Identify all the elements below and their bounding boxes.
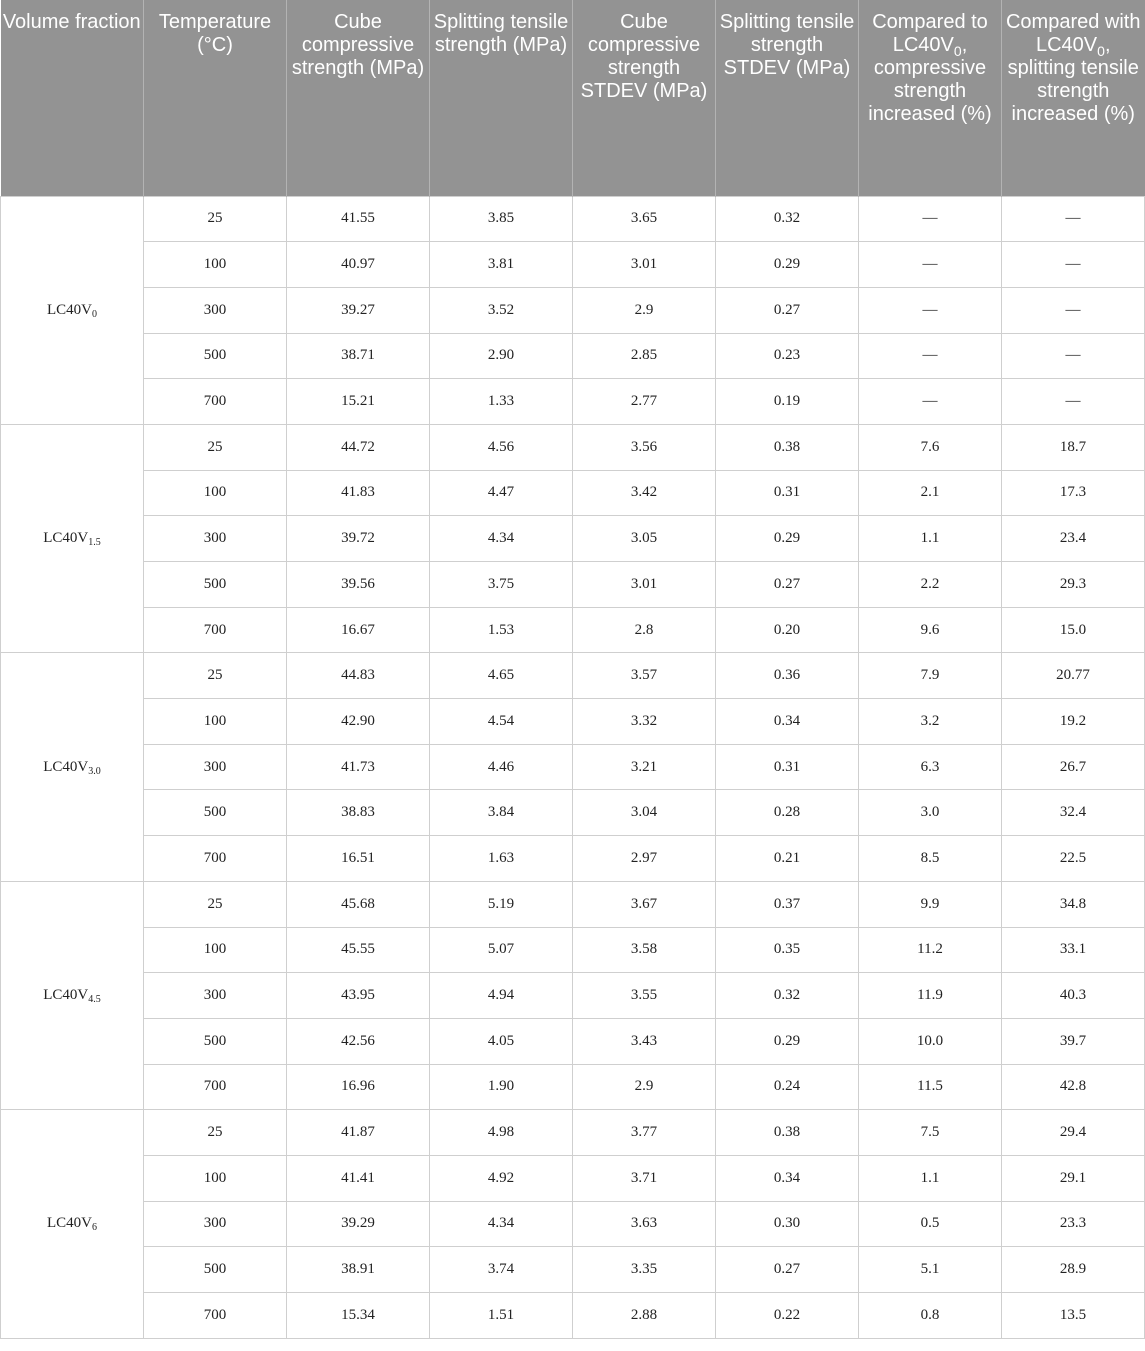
table-cell: 3.0 [859, 790, 1002, 836]
group-label-subscript: 1.5 [88, 537, 101, 549]
table-cell: 100 [144, 699, 287, 745]
table-cell: 0.32 [716, 196, 859, 242]
table-cell: 0.27 [716, 1247, 859, 1293]
table-cell: 2.2 [859, 562, 1002, 608]
group-label-subscript: 0 [92, 308, 97, 320]
table-cell: 0.38 [716, 424, 859, 470]
table-row [1, 1110, 1145, 1156]
group-label [1, 196, 144, 424]
table-cell: 300 [144, 287, 287, 333]
table-cell: 3.67 [573, 881, 716, 927]
group-label-text: LC40V [43, 987, 89, 1004]
table-cell: 4.65 [430, 653, 573, 699]
table-cell: 3.35 [573, 1247, 716, 1293]
table-cell: 0.34 [716, 699, 859, 745]
table-cell: 0.36 [716, 653, 859, 699]
table-cell: — [1002, 379, 1145, 425]
table-cell: 0.24 [716, 1064, 859, 1110]
table-cell: 40.97 [287, 242, 430, 288]
table-cell: 45.55 [287, 927, 430, 973]
table-cell: 0.32 [716, 973, 859, 1019]
table-row [1, 881, 1145, 927]
table-cell: 6.3 [859, 744, 1002, 790]
table-cell: 7.9 [859, 653, 1002, 699]
table-cell: 0.19 [716, 379, 859, 425]
table-cell: 16.67 [287, 607, 430, 653]
table-cell: 0.27 [716, 287, 859, 333]
table-cell: 41.41 [287, 1155, 430, 1201]
table-cell: 0.35 [716, 927, 859, 973]
table-row [1, 1064, 1145, 1110]
table-cell: 4.34 [430, 1201, 573, 1247]
group-label [1, 424, 144, 652]
table-cell: 4.47 [430, 470, 573, 516]
table-cell: 1.51 [430, 1293, 573, 1339]
table-cell: 16.51 [287, 836, 430, 882]
table-cell: 2.88 [573, 1293, 716, 1339]
table-row [1, 973, 1145, 1019]
table-cell: 100 [144, 242, 287, 288]
table-header [1, 0, 1145, 196]
table-cell: 39.56 [287, 562, 430, 608]
table-cell: 300 [144, 516, 287, 562]
table-cell: 3.77 [573, 1110, 716, 1156]
table-cell: 22.5 [1002, 836, 1145, 882]
table-row [1, 1201, 1145, 1247]
table-cell: 4.46 [430, 744, 573, 790]
header-volume-fraction: Volume fraction [1, 0, 144, 196]
table-cell: — [859, 196, 1002, 242]
group-label-text: LC40V [43, 530, 89, 547]
table-cell: 3.21 [573, 744, 716, 790]
table-cell: 34.8 [1002, 881, 1145, 927]
table-cell: 32.4 [1002, 790, 1145, 836]
table-cell: 44.83 [287, 653, 430, 699]
table-cell: 0.27 [716, 562, 859, 608]
table-cell: 38.83 [287, 790, 430, 836]
table-cell: 300 [144, 1201, 287, 1247]
table-cell: 0.23 [716, 333, 859, 379]
table-cell: 19.2 [1002, 699, 1145, 745]
table-cell: 4.92 [430, 1155, 573, 1201]
table-row [1, 516, 1145, 562]
table-row [1, 1155, 1145, 1201]
table-cell: 18.7 [1002, 424, 1145, 470]
table-cell: 13.5 [1002, 1293, 1145, 1339]
group-label [1, 653, 144, 881]
table-cell: 25 [144, 1110, 287, 1156]
table-cell: — [859, 242, 1002, 288]
table-cell: 9.9 [859, 881, 1002, 927]
group-label-text: LC40V [47, 1215, 92, 1232]
group-label [1, 1110, 144, 1338]
table-cell: 3.43 [573, 1018, 716, 1064]
table-cell: 500 [144, 562, 287, 608]
table-cell: 17.3 [1002, 470, 1145, 516]
table-cell: 15.21 [287, 379, 430, 425]
table-cell: 0.34 [716, 1155, 859, 1201]
header-tensile-increase [1002, 0, 1145, 196]
table-cell: 1.1 [859, 1155, 1002, 1201]
table-cell: 0.28 [716, 790, 859, 836]
table-cell: 45.68 [287, 881, 430, 927]
table-cell: 500 [144, 1018, 287, 1064]
table-cell: 11.5 [859, 1064, 1002, 1110]
table-cell: 41.55 [287, 196, 430, 242]
header-cube-compressive-strength: Cube compressive strength (MPa) [287, 0, 430, 196]
table-cell: 8.5 [859, 836, 1002, 882]
table-cell: 1.90 [430, 1064, 573, 1110]
table-cell: 100 [144, 1155, 287, 1201]
table-cell: 500 [144, 1247, 287, 1293]
table-cell: 3.01 [573, 242, 716, 288]
table-cell: 3.56 [573, 424, 716, 470]
table-cell: 3.05 [573, 516, 716, 562]
table-cell: 3.81 [430, 242, 573, 288]
table-cell: 2.8 [573, 607, 716, 653]
table-cell: 3.74 [430, 1247, 573, 1293]
table-row [1, 1293, 1145, 1339]
header-tensile-increase-pre: Compared with LC40V [1005, 11, 1141, 56]
header-compressive-stdev: Cube compressive strength STDEV (MPa) [573, 0, 716, 196]
table-row [1, 744, 1145, 790]
table-cell: 3.58 [573, 927, 716, 973]
table-cell: 41.87 [287, 1110, 430, 1156]
group-label-text: LC40V [43, 758, 89, 775]
table-cell: 2.97 [573, 836, 716, 882]
table-cell: 38.71 [287, 333, 430, 379]
table-cell: 23.3 [1002, 1201, 1145, 1247]
table-cell: 42.56 [287, 1018, 430, 1064]
table-row [1, 1247, 1145, 1293]
table-row [1, 607, 1145, 653]
table-cell: 2.9 [573, 1064, 716, 1110]
table-cell: 39.7 [1002, 1018, 1145, 1064]
table-cell: 4.56 [430, 424, 573, 470]
table-cell: 1.1 [859, 516, 1002, 562]
table-body [1, 196, 1145, 1338]
table-cell: 0.30 [716, 1201, 859, 1247]
table-cell: 3.71 [573, 1155, 716, 1201]
table-cell: 25 [144, 881, 287, 927]
table-cell: 39.72 [287, 516, 430, 562]
table-cell: 10.0 [859, 1018, 1002, 1064]
table-cell: 700 [144, 1293, 287, 1339]
table-cell: 3.63 [573, 1201, 716, 1247]
table-row [1, 333, 1145, 379]
table-cell: 23.4 [1002, 516, 1145, 562]
table-cell: 2.1 [859, 470, 1002, 516]
table-cell: 4.54 [430, 699, 573, 745]
table-cell: 0.29 [716, 242, 859, 288]
table-cell: 1.33 [430, 379, 573, 425]
table-cell: 0.37 [716, 881, 859, 927]
table-cell: 0.29 [716, 516, 859, 562]
table-cell: 44.72 [287, 424, 430, 470]
table-cell: 4.98 [430, 1110, 573, 1156]
table-cell: 100 [144, 470, 287, 516]
table-cell: 29.1 [1002, 1155, 1145, 1201]
table-cell: — [859, 287, 1002, 333]
table-row [1, 927, 1145, 973]
header-compressive-increase-pre: Compared to LC40V [872, 11, 988, 56]
table-cell: 300 [144, 744, 287, 790]
table-cell: 4.05 [430, 1018, 573, 1064]
table-cell: 2.9 [573, 287, 716, 333]
table-row [1, 653, 1145, 699]
group-label-text: LC40V [47, 301, 92, 318]
table-cell: 20.77 [1002, 653, 1145, 699]
table-cell: 700 [144, 379, 287, 425]
table-cell: 2.77 [573, 379, 716, 425]
table-cell: 3.65 [573, 196, 716, 242]
table-cell: 0.38 [716, 1110, 859, 1156]
table-row [1, 287, 1145, 333]
table-cell: 3.01 [573, 562, 716, 608]
table-cell: 39.29 [287, 1201, 430, 1247]
table-cell: 3.85 [430, 196, 573, 242]
table-cell: 0.31 [716, 744, 859, 790]
table-cell: 39.27 [287, 287, 430, 333]
table-cell: 11.9 [859, 973, 1002, 1019]
table-cell: 700 [144, 607, 287, 653]
table-row [1, 790, 1145, 836]
table-cell: 3.84 [430, 790, 573, 836]
table-cell: 3.57 [573, 653, 716, 699]
header-compressive-increase-post: , compressive strength increased (%) [868, 34, 992, 125]
table-cell: — [1002, 242, 1145, 288]
table-cell: 0.20 [716, 607, 859, 653]
table-cell: 43.95 [287, 973, 430, 1019]
table-cell: 2.90 [430, 333, 573, 379]
table-cell: 7.6 [859, 424, 1002, 470]
table-cell: — [1002, 333, 1145, 379]
table-cell: 3.2 [859, 699, 1002, 745]
table-cell: 4.34 [430, 516, 573, 562]
table-cell: 0.29 [716, 1018, 859, 1064]
table-cell: 40.3 [1002, 973, 1145, 1019]
table-cell: 3.04 [573, 790, 716, 836]
table-cell: 300 [144, 973, 287, 1019]
group-label-subscript: 6 [92, 1222, 97, 1234]
table-cell: 42.8 [1002, 1064, 1145, 1110]
table-cell: 15.34 [287, 1293, 430, 1339]
group-label [1, 881, 144, 1109]
table-row [1, 699, 1145, 745]
table-row [1, 424, 1145, 470]
table-cell: 5.1 [859, 1247, 1002, 1293]
header-compressive-increase-sub: 0 [953, 43, 962, 59]
group-label-subscript: 3.0 [88, 765, 101, 777]
table-cell: 41.83 [287, 470, 430, 516]
table-row [1, 562, 1145, 608]
table-row [1, 1018, 1145, 1064]
table-cell: 2.85 [573, 333, 716, 379]
table-cell: 0.22 [716, 1293, 859, 1339]
table-cell: 28.9 [1002, 1247, 1145, 1293]
table-cell: 1.53 [430, 607, 573, 653]
table-cell: 4.94 [430, 973, 573, 1019]
table-cell: 0.21 [716, 836, 859, 882]
table-row [1, 379, 1145, 425]
table-cell: 3.32 [573, 699, 716, 745]
group-label-subscript: 4.5 [88, 994, 101, 1006]
table-cell: — [1002, 196, 1145, 242]
header-temperature: Temperature (°C) [144, 0, 287, 196]
table-cell: 11.2 [859, 927, 1002, 973]
table-cell: 500 [144, 333, 287, 379]
table-row [1, 470, 1145, 516]
table-row [1, 242, 1145, 288]
table-cell: 0.31 [716, 470, 859, 516]
table-cell: 16.96 [287, 1064, 430, 1110]
table-cell: 25 [144, 653, 287, 699]
header-tensile-stdev: Splitting tensile strength STDEV (MPa) [716, 0, 859, 196]
table-cell: 26.7 [1002, 744, 1145, 790]
table-row [1, 836, 1145, 882]
table-cell: — [1002, 287, 1145, 333]
table-cell: 3.52 [430, 287, 573, 333]
table-cell: — [859, 379, 1002, 425]
table-cell: 33.1 [1002, 927, 1145, 973]
table-cell: 700 [144, 836, 287, 882]
header-tensile-increase-post: , splitting tensile strength increased (%) [1007, 34, 1139, 125]
table-cell: 38.91 [287, 1247, 430, 1293]
header-splitting-tensile-strength: Splitting tensile strength (MPa) [430, 0, 573, 196]
table-cell: 1.63 [430, 836, 573, 882]
header-tensile-increase-sub: 0 [1097, 43, 1105, 59]
table-cell: 15.0 [1002, 607, 1145, 653]
table-cell: 29.4 [1002, 1110, 1145, 1156]
table-cell: 9.6 [859, 607, 1002, 653]
table-cell: 42.90 [287, 699, 430, 745]
table-cell: — [859, 333, 1002, 379]
table-cell: 25 [144, 196, 287, 242]
table-cell: 29.3 [1002, 562, 1145, 608]
table-row [1, 196, 1145, 242]
table-cell: 700 [144, 1064, 287, 1110]
table-cell: 3.75 [430, 562, 573, 608]
table-cell: 100 [144, 927, 287, 973]
table-cell: 0.5 [859, 1201, 1002, 1247]
table-cell: 25 [144, 424, 287, 470]
table-cell: 3.42 [573, 470, 716, 516]
table-cell: 7.5 [859, 1110, 1002, 1156]
table-cell: 5.19 [430, 881, 573, 927]
header-compressive-increase [859, 0, 1002, 196]
table-cell: 3.55 [573, 973, 716, 1019]
table-cell: 41.73 [287, 744, 430, 790]
table-cell: 500 [144, 790, 287, 836]
table-cell: 0.8 [859, 1293, 1002, 1339]
table-cell: 5.07 [430, 927, 573, 973]
